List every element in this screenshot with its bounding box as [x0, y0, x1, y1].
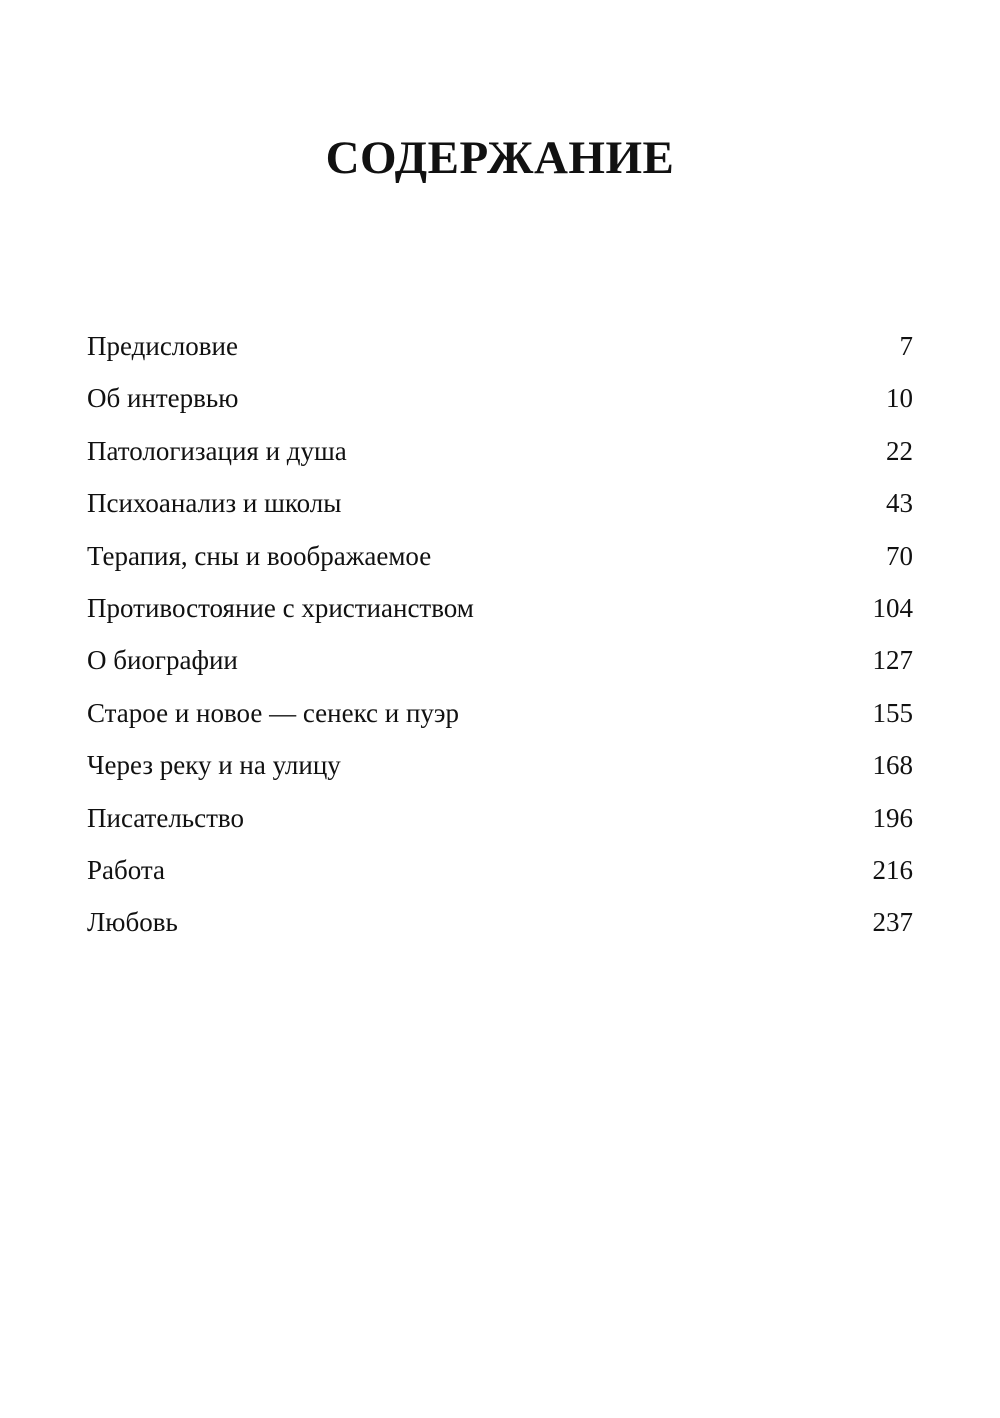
toc-entry[interactable]	[87, 634, 913, 686]
toc-entry-title: Работа	[87, 854, 165, 885]
toc-entry-page: 155	[872, 697, 913, 728]
toc-entry-title: Любовь	[87, 907, 178, 938]
toc-entry[interactable]	[87, 530, 913, 582]
toc-entry[interactable]	[87, 582, 913, 634]
toc-entry-title: Старое и новое — сенекс и пуэр	[87, 697, 460, 728]
dot-leader	[433, 564, 884, 565]
toc-entry-page: 127	[872, 645, 913, 676]
toc-entry-page: 216	[872, 854, 913, 885]
toc-entry[interactable]	[87, 844, 913, 896]
toc-entry-page: 237	[872, 907, 913, 938]
dot-leader	[167, 878, 871, 879]
toc-entry[interactable]	[87, 320, 913, 372]
toc-entry-page: 22	[886, 435, 913, 466]
toc-entry-title: Патологизация и душа	[87, 435, 347, 466]
dot-leader	[240, 668, 871, 669]
toc-entry[interactable]	[87, 896, 913, 948]
toc-entry-title: Противостояние с христианством	[87, 592, 474, 623]
toc-entry-title: Через реку и на улицу	[87, 750, 341, 781]
toc-entry-title: Об интервью	[87, 383, 239, 414]
toc-entry[interactable]	[87, 372, 913, 424]
toc-entry-title: Терапия, сны и воображаемое	[87, 540, 432, 571]
page-title: СОДЕРЖАНИЕ	[325, 132, 675, 184]
dot-leader	[180, 930, 871, 931]
toc-entry[interactable]	[87, 687, 913, 739]
toc-entry-page: 10	[886, 383, 913, 414]
dot-leader	[240, 406, 884, 407]
dot-leader	[240, 354, 898, 355]
table-of-contents	[87, 320, 913, 949]
toc-entry-page: 43	[886, 488, 913, 519]
dot-leader	[461, 721, 870, 722]
toc-entry-page: 196	[872, 802, 913, 833]
dot-leader	[476, 616, 871, 617]
toc-entry[interactable]	[87, 477, 913, 529]
dot-leader	[343, 773, 871, 774]
toc-entry-page: 70	[886, 540, 913, 571]
toc-entry-page: 7	[899, 331, 913, 361]
toc-entry-page: 104	[872, 592, 913, 623]
toc-entry-page: 168	[872, 750, 913, 781]
dot-leader	[343, 511, 884, 512]
toc-entry-title: Психоанализ и школы	[87, 488, 342, 519]
toc-entry-title: Предисловие	[87, 331, 238, 361]
dot-leader	[349, 459, 884, 460]
dot-leader	[246, 826, 871, 827]
toc-entry[interactable]	[87, 739, 913, 791]
toc-entry[interactable]	[87, 425, 913, 477]
toc-entry[interactable]	[87, 792, 913, 844]
toc-entry-title: Писательство	[87, 802, 244, 833]
toc-entry-title: О биографии	[87, 645, 238, 676]
